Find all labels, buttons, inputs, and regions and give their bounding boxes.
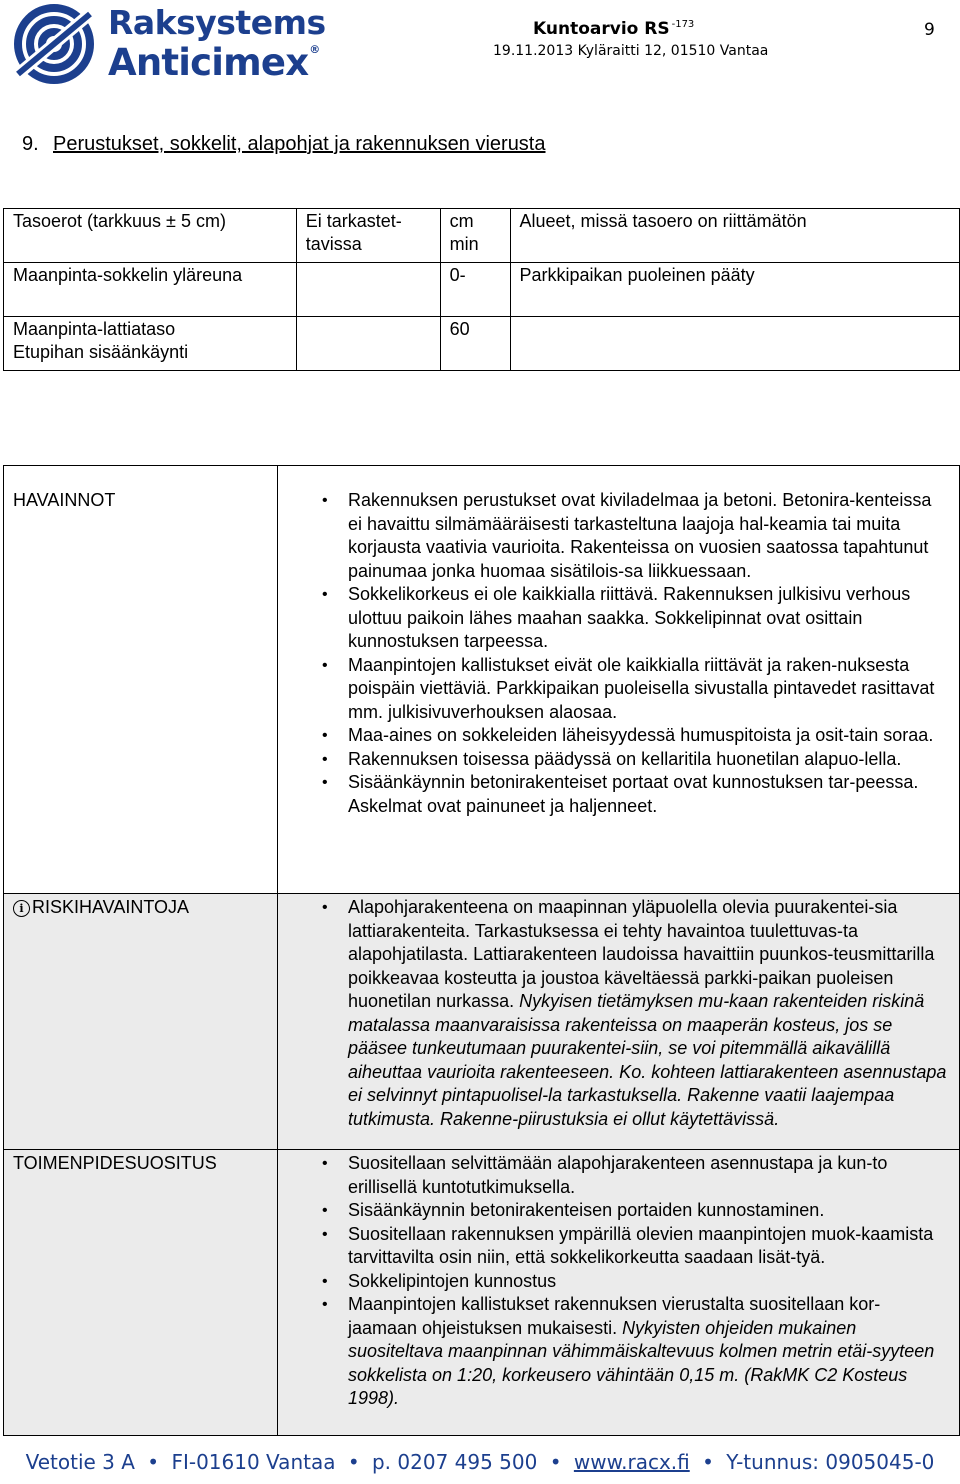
risk-list [286,896,949,1131]
recommendation-label: TOIMENPIDESUOSITUS [4,1150,278,1436]
footer-website-link[interactable]: www.racx.fi [573,1450,690,1474]
footer-phone: p. 0207 495 500 [371,1450,538,1474]
section-number: 9. [22,133,39,155]
observations-content [278,466,960,894]
observations-row [4,466,960,894]
row-areas [510,317,959,371]
report-subtitle: 19.11.2013 Kyläraitti 12, 01510 Vantaa [493,43,769,59]
header-cell-measurement: Tasoerot (tarkkuus ± 5 cm) [4,209,297,263]
recommendation-content [278,1150,960,1436]
section-title: Perustukset, sokkelit, alapohjat ja rakennuksen vierusta [53,133,546,155]
company-logo [4,2,324,86]
row-label: Maanpinta-sokkelin yläreuna [4,263,297,317]
list-item: • Suositellaan selvittämään alapohjarakenteen asennustapa ja kun-to erillisellä kuntotutkimuksella. [286,1152,949,1199]
list-item: • Alapohjarakenteena on maapinnan yläpuolella olevia puurakentei-sia lattiarakenteita. Tarkastuksessa ei tehty havaintoa tuulettuvas-ta alapohjatilasta. Lattiarakenteen laudoissa havaittiin puunkos-teusmittarilla poikkeavaa kosteutta ja joustoa käveltäessä parkki-paikan puoleisen huonetilan nurkassa. Nykyisen tietämyksen mu-kaan rakenteiden riskinä matalassa maanvaraisissa rakenteissa on maaperän kosteus, jos se pääsee tunkeutumaan puurakentei-siin, se voi pitemmällä aikavälillä aiheuttaa vaurioita rakenteeseen. Ko. kohteen lattiarakenteen asennustapa ei selvinnyt pintapuolisel-la tarkastuksella. Rakenne vaatii laajempaa tutkimusta. Rakenne-piirustuksia ei ollut käytettävissä. [286,896,949,1131]
footer-business-id: Y-tunnus: 0905045-0 [726,1450,935,1474]
risk-observations-row [4,894,960,1150]
recommendation-list [286,1152,949,1411]
level-difference-table [3,208,960,371]
table-row [4,317,960,371]
table-header-row [4,209,960,263]
row-areas: Parkkipaikan puoleinen pääty [510,263,959,317]
footer-postal: FI-01610 Vantaa [171,1450,336,1474]
list-item: • Sisäänkäynnin betonirakenteisen portaiden kunnostaminen. [286,1199,949,1223]
list-item: • Sokkelipintojen kunnostus [286,1270,949,1294]
row-cm-value: 0- [440,263,510,317]
footer-separator: • [549,1450,562,1474]
recommendation-row [4,1150,960,1436]
header-cell-areas: Alueet, missä tasoero on riittämätön [510,209,959,263]
footer-separator: • [147,1450,160,1474]
table-row [4,263,960,317]
row-label: Maanpinta-lattiataso Etupihan sisäänkäynti [4,317,297,371]
observations-list [286,489,949,818]
footer-separator: • [347,1450,360,1474]
header-cell-cm-min: cm min [440,209,510,263]
list-item: • Sisäänkäynnin betonirakenteiset portaat ovat kunnostuksen tar-peessa. Askelmat ovat painuneet ja haljenneet. [286,771,949,818]
row-cm-value: 60 [440,317,510,371]
page-number: 9 [924,20,935,40]
list-item: • Maanpintojen kallistukset eivät ole kaikkialla riittävät ja raken-nuksesta poispäin viettäviä. Parkkipaikan puoleisella sivustalla pintavedet rasittavat mm. julkisivuverhouksen alaosaa. [286,654,949,725]
header-cell-not-inspectable: Ei tarkastet- tavissa [296,209,440,263]
info-icon: i [13,900,30,917]
logo-line-1: Raksystems [108,3,326,42]
risk-content [278,894,960,1150]
list-item: • Maanpintojen kallistukset rakennuksen vierustalta suositellaan kor-jaamaan ohjeistuksen mukaisesti. Nykyisten ohjeiden mukainen suositeltava maanpinnan vähimmäiskaltevuus kolmen metrin etäi-syyteen sokkelista on 1:20, korkeusero vähintään 0,15 m. (RakMK C2 Kosteus 1998). [286,1293,949,1411]
list-item: • Rakennuksen toisessa päädyssä on kellaritila huonetilan alapuo-lella. [286,748,949,772]
report-title: Kuntoarvio RS $^{-173}$ [533,19,695,39]
logo-line-2: Anticimex [108,41,309,84]
row-not-inspectable [296,317,440,371]
observations-label: HAVAINNOT [4,466,278,894]
list-item: • Suositellaan rakennuksen ympärillä olevien maanpintojen muok-kaamista tarvittavilta osin niin, että sokkelikorkeutta saadaan lisät-tyä. [286,1223,949,1270]
list-item: • Sokkelikorkeus ei ole kaikkialla riittävä. Rakennuksen julkisivu verhous ulottuu paikoin lähes maahan saakka. Sokkelipinnat ovat osittain kunnostuksen tarpeessa. [286,583,949,654]
risk-label: i RISKIHAVAINTOJA [4,894,278,1150]
section-heading [22,133,546,156]
registered-mark: ® [309,43,320,56]
list-item: • Rakennuksen perustukset ovat kiviladelmaa ja betoni. Betonira-kenteissa ei havaittu silmämääräisesti tarkasteltuna laajoja hal-keamia tai muita korjausta vaativia vaurioita. Rakenteissa on vuosien saatossa tapahtunut painumaa jonka huomaa sisätilois-sa liikkuessaan. [286,489,949,583]
footer-separator: • [702,1450,714,1474]
observations-table [3,465,960,1436]
report-number: -173 [671,19,695,31]
row-not-inspectable [296,263,440,317]
list-item: • Maa-aines on sokkeleiden läheisyydessä humuspitoista ja osit-tain soraa. [286,724,949,748]
page-footer [0,1450,960,1474]
logo-mark-icon [4,2,104,86]
footer-address: Vetotie 3 A [25,1450,135,1474]
